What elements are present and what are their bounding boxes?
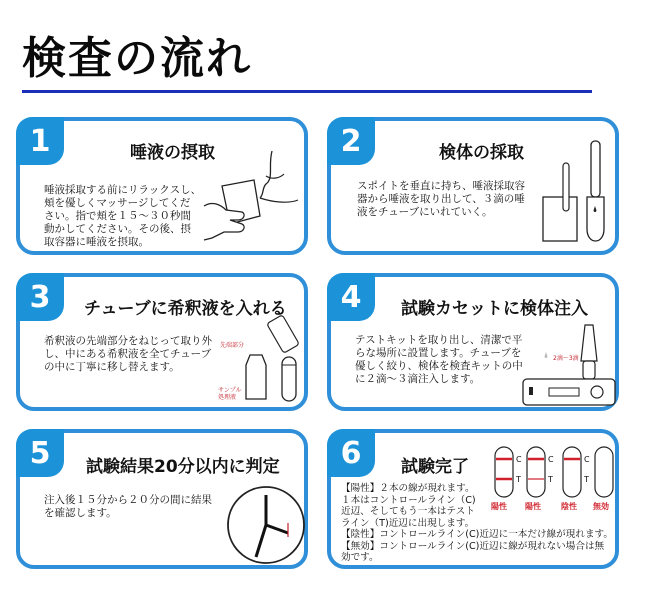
clock-illustration — [226, 485, 312, 571]
pipette-tube-illustration — [541, 139, 621, 251]
step-card-2 — [327, 117, 619, 255]
page-title: 検査の流れ — [22, 33, 252, 84]
strip-label-t3: T — [584, 475, 589, 484]
step-text-4: テストキットを取り出し、清潔で平 らな場所に設置します。チューブを 優しく絞り、検体を検査キットの中 に２滴～３滴注入します。 — [355, 334, 523, 385]
strip-label-c3: C — [584, 455, 590, 464]
step-card-6 — [327, 429, 619, 569]
drops-label: 2滴～3滴 — [553, 355, 579, 362]
step-number-3: 3 — [16, 273, 64, 321]
step-title-2: 検体の採取 — [439, 143, 524, 163]
step-title-3: チューブに希釈液を入れる — [84, 299, 287, 319]
sample-label: サンプル 処理液 — [218, 387, 242, 401]
title-underline — [22, 90, 592, 93]
step-number-6: 6 — [327, 429, 375, 477]
diluent-label: 先端部分 — [220, 342, 245, 349]
step-text-3: 希釈液の先端部分をねじって取り外 し、中にある希釈液を全てチューブ の中に丁寧に移し替えます。 — [44, 335, 212, 373]
step-title-4: 試験カセットに検体注入 — [401, 299, 588, 319]
saliva-collection-illustration — [202, 146, 302, 251]
step-card-3 — [16, 273, 308, 411]
test-cassette-illustration — [521, 317, 617, 409]
step-number-5: 5 — [16, 429, 64, 477]
strip-label-c2: C — [548, 455, 554, 464]
negative-label: 陰性 — [561, 502, 577, 511]
step-text-6: 【陽性】２本の線が現れます。 １本はコントロールライン（C) 近辺、そしてもう一本はテスト ライン（T)近辺に出現します。 【陰性】コントロールライン(C)近辺に一本だけ線が現れます。 【無効】コントロールライン(C)近辺に線が現れない場合は無 効です。 — [341, 483, 613, 563]
strip-label-t2: T — [548, 475, 553, 484]
step-number-1: 1 — [16, 117, 64, 165]
step-text-2: スポイトを垂直に持ち、唾液採取容 器から唾液を取り出して、３滴の唾 液をチューブにいれていく。 — [357, 180, 525, 218]
strip-label-t1: T — [516, 475, 521, 484]
step-text-5: 注入後１５分から２０分の間に結果 を確認します。 — [44, 494, 212, 519]
invalid-label: 無効 — [593, 502, 609, 511]
strip-label-c1: C — [516, 455, 522, 464]
positive-label: 陽性 — [491, 502, 507, 511]
step-title-1: 唾液の摂取 — [130, 143, 215, 163]
step-card-4 — [327, 273, 619, 411]
step-card-1 — [16, 117, 308, 255]
step-title-5: 試験結果20分以内に判定 — [86, 457, 280, 477]
positive-label-2: 陽性 — [525, 502, 541, 511]
step-title-6: 試験完了 — [401, 457, 469, 477]
step-number-2: 2 — [327, 117, 375, 165]
step-text-1: 唾液採取する前にリラックスし、 頬を優しくマッサージしてくだ さい。指で頬を１５～３０秒間 動かしてください。その後、摂 取容器に唾液を摂取。 — [44, 184, 202, 248]
step-number-4: 4 — [327, 273, 375, 321]
step-card-5 — [16, 429, 308, 569]
